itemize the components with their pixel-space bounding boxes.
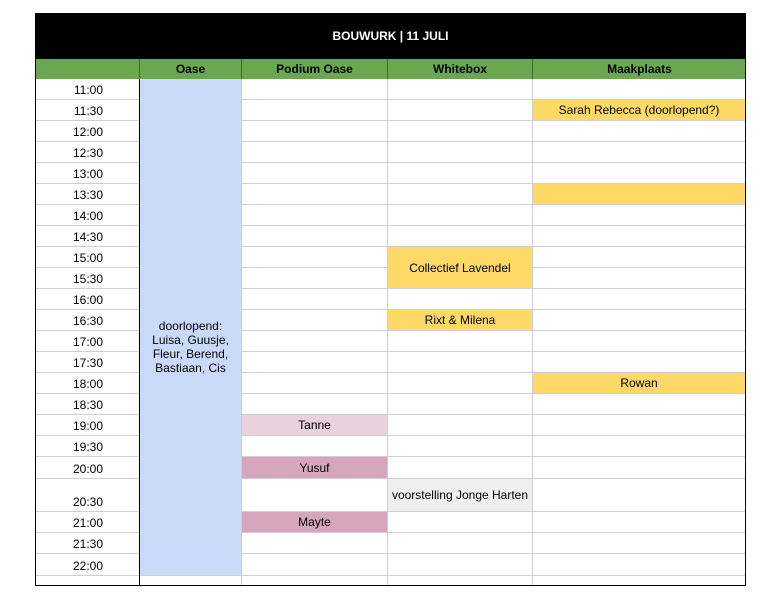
time-cell[interactable]: 18:00 xyxy=(35,373,140,394)
event-sarah-rebecca-label: Sarah Rebecca (doorlopend?) xyxy=(558,103,720,117)
event-mayte[interactable] xyxy=(242,512,388,533)
event-jonge-harten-label: voorstelling Jonge Harten xyxy=(391,488,529,502)
time-cell[interactable]: 13:00 xyxy=(35,163,140,184)
event-tanne[interactable] xyxy=(242,415,388,436)
grid-cell[interactable] xyxy=(388,163,533,184)
time-cell[interactable]: 11:00 xyxy=(35,79,140,100)
event-rixt-milena-label: Rixt & Milena xyxy=(424,313,496,327)
time-cell[interactable]: 21:00 xyxy=(35,512,140,533)
grid-cell[interactable] xyxy=(533,205,746,226)
grid-cell[interactable] xyxy=(242,79,388,100)
time-cell[interactable]: 19:30 xyxy=(35,436,140,457)
grid-cell[interactable] xyxy=(242,247,388,268)
grid-cell[interactable] xyxy=(533,457,746,479)
time-cell[interactable]: 16:00 xyxy=(35,289,140,310)
event-yusuf-label: Yusuf xyxy=(299,460,330,475)
grid-cell[interactable] xyxy=(533,533,746,554)
grid-cell[interactable] xyxy=(242,121,388,142)
grid-cell[interactable] xyxy=(388,512,533,533)
grid-cell[interactable] xyxy=(242,226,388,247)
grid-cell[interactable] xyxy=(388,457,533,479)
grid-cell[interactable] xyxy=(242,479,388,512)
time-cell[interactable]: 16:30 xyxy=(35,310,140,331)
grid-cell[interactable] xyxy=(388,352,533,373)
time-cell[interactable]: 20:30 xyxy=(35,479,140,512)
grid-cell[interactable] xyxy=(242,163,388,184)
event-rowan-label: Rowan xyxy=(620,376,658,390)
column-header-maakplaats[interactable]: Maakplaats xyxy=(533,59,746,79)
time-cell[interactable]: 11:30 xyxy=(35,100,140,121)
time-cell[interactable]: 17:00 xyxy=(35,331,140,352)
grid-cell[interactable] xyxy=(388,373,533,394)
grid-cell[interactable] xyxy=(242,352,388,373)
grid-cell[interactable] xyxy=(533,436,746,457)
grid-cell[interactable] xyxy=(533,163,746,184)
grid-cell[interactable] xyxy=(242,394,388,415)
grid-cell[interactable] xyxy=(242,310,388,331)
grid-cell[interactable] xyxy=(242,268,388,289)
column-divider xyxy=(139,79,140,586)
grid-cell[interactable] xyxy=(533,394,746,415)
grid-cell[interactable] xyxy=(242,331,388,352)
event-yusuf[interactable] xyxy=(242,457,388,479)
column-header-podium-oase[interactable]: Podium Oase xyxy=(242,59,388,79)
time-cell[interactable]: 12:00 xyxy=(35,121,140,142)
time-cell[interactable]: 15:00 xyxy=(35,247,140,268)
event-oase-doorlopend-label: doorlopend: Luisa, Guusje, Fleur, Berend, Bastiaan, Cis xyxy=(152,319,229,375)
event-collectief-lavendel[interactable] xyxy=(388,247,533,289)
grid-cell[interactable] xyxy=(388,100,533,121)
grid-cell[interactable] xyxy=(533,247,746,268)
grid-cell[interactable] xyxy=(533,121,746,142)
grid-cell[interactable] xyxy=(388,226,533,247)
grid-cell[interactable] xyxy=(388,79,533,100)
grid-cell[interactable] xyxy=(533,226,746,247)
grid-cell[interactable] xyxy=(388,184,533,205)
time-cell[interactable]: 19:00 xyxy=(35,415,140,436)
grid-cell[interactable] xyxy=(533,142,746,163)
time-cell[interactable]: 12:30 xyxy=(35,142,140,163)
time-cell[interactable]: 13:30 xyxy=(35,184,140,205)
grid-cell[interactable] xyxy=(533,310,746,331)
event-rixt-milena[interactable] xyxy=(388,310,533,331)
grid-cell[interactable] xyxy=(242,205,388,226)
grid-cell[interactable] xyxy=(533,289,746,310)
event-maakplaats-1330[interactable] xyxy=(533,184,746,205)
grid-cell[interactable] xyxy=(242,289,388,310)
grid-cell[interactable] xyxy=(388,533,533,554)
grid-cell[interactable] xyxy=(388,436,533,457)
time-cell[interactable]: 15:30 xyxy=(35,268,140,289)
grid-cell[interactable] xyxy=(388,331,533,352)
grid-cell[interactable] xyxy=(242,533,388,554)
event-oase-doorlopend[interactable] xyxy=(140,79,242,576)
grid-cell[interactable] xyxy=(388,121,533,142)
time-cell[interactable]: 18:30 xyxy=(35,394,140,415)
event-jonge-harten[interactable] xyxy=(388,479,533,512)
grid-cell[interactable] xyxy=(242,436,388,457)
grid-cell[interactable] xyxy=(388,142,533,163)
time-cell[interactable]: 22:00 xyxy=(35,554,140,576)
grid-cell[interactable] xyxy=(533,331,746,352)
time-cell[interactable]: 14:30 xyxy=(35,226,140,247)
column-header-oase[interactable]: Oase xyxy=(140,59,242,79)
time-cell[interactable]: 20:00 xyxy=(35,457,140,479)
event-mayte-label: Mayte xyxy=(298,515,331,529)
grid-cell[interactable] xyxy=(533,512,746,533)
grid-cell[interactable] xyxy=(388,205,533,226)
grid-cell[interactable] xyxy=(533,415,746,436)
column-header-time[interactable] xyxy=(35,59,140,79)
grid-cell[interactable] xyxy=(533,352,746,373)
column-divider xyxy=(241,79,242,586)
grid-cell[interactable] xyxy=(533,554,746,576)
column-header-whitebox[interactable]: Whitebox xyxy=(388,59,533,79)
column-divider xyxy=(532,79,533,586)
grid-cell[interactable] xyxy=(533,479,746,512)
grid-cell[interactable] xyxy=(388,554,533,576)
event-collectief-lavendel-label: Collectief Lavendel xyxy=(409,260,511,275)
time-cell[interactable]: 21:30 xyxy=(35,533,140,554)
grid-cell[interactable] xyxy=(388,289,533,310)
schedule-sheet xyxy=(35,13,746,586)
grid-cell[interactable] xyxy=(388,394,533,415)
grid-cell[interactable] xyxy=(242,554,388,576)
event-rowan[interactable] xyxy=(533,373,746,394)
column-divider xyxy=(387,79,388,586)
event-tanne-label: Tanne xyxy=(298,418,331,432)
time-cell[interactable]: 14:00 xyxy=(35,205,140,226)
grid-cell[interactable] xyxy=(242,100,388,121)
grid-cell[interactable] xyxy=(388,415,533,436)
grid-cell[interactable] xyxy=(533,268,746,289)
schedule-title: BOUWURK | 11 JULI xyxy=(35,13,746,59)
grid-cell[interactable] xyxy=(242,142,388,163)
grid-cell[interactable] xyxy=(242,373,388,394)
grid-cell[interactable] xyxy=(533,79,746,100)
grid-cell[interactable] xyxy=(242,184,388,205)
time-cell[interactable]: 17:30 xyxy=(35,352,140,373)
event-sarah-rebecca[interactable] xyxy=(533,100,746,121)
